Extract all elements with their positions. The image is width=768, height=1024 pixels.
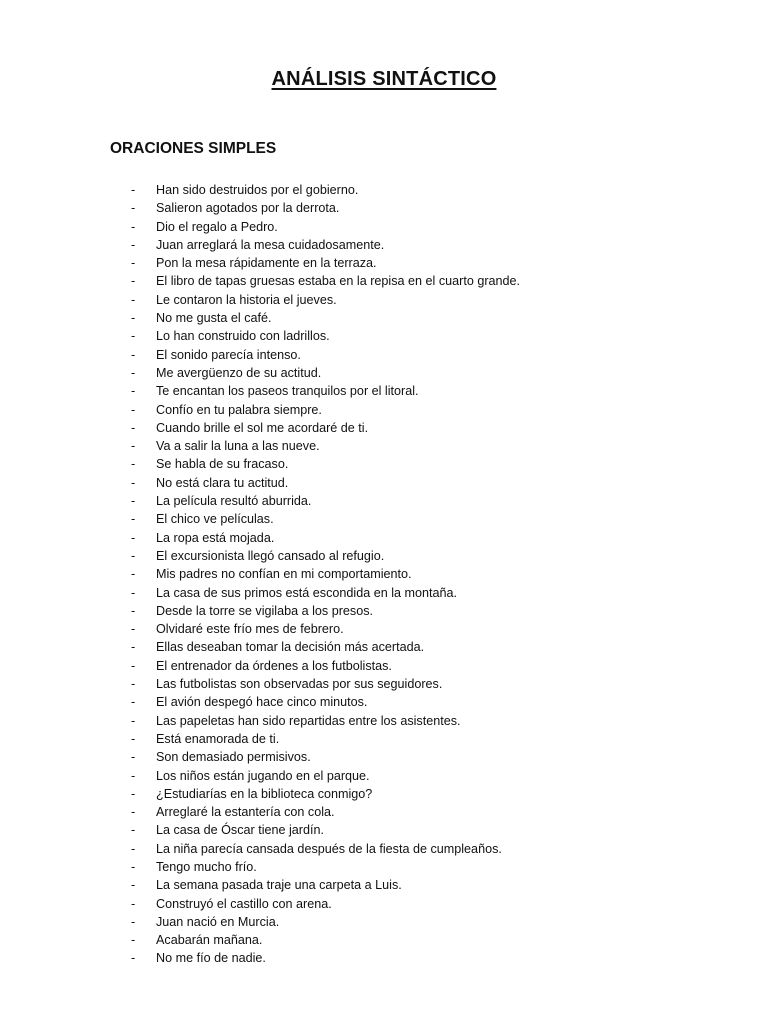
bullet-dash: - xyxy=(131,786,136,801)
bullet-dash: - xyxy=(131,603,136,618)
list-item xyxy=(131,382,731,400)
sentence-text: Olvidaré este frío mes de febrero. xyxy=(156,622,344,637)
list-item xyxy=(131,876,731,894)
sentence-text: Tengo mucho frío. xyxy=(156,859,257,874)
bullet-dash: - xyxy=(131,347,136,362)
sentence-text: Confío en tu palabra siempre. xyxy=(156,402,322,417)
bullet-dash: - xyxy=(131,292,136,307)
bullet-dash: - xyxy=(131,548,136,563)
sentence-text: Lo han construido con ladrillos. xyxy=(156,329,330,344)
sentence-text: Te encantan los paseos tranquilos por el litoral. xyxy=(156,384,419,399)
list-item xyxy=(131,858,731,876)
sentence-text: Juan nació en Murcia. xyxy=(156,914,280,929)
bullet-dash: - xyxy=(131,823,136,838)
bullet-dash: - xyxy=(131,365,136,380)
sentence-text: Son demasiado permisivos. xyxy=(156,750,311,765)
bullet-dash: - xyxy=(131,841,136,856)
bullet-dash: - xyxy=(131,201,136,216)
sentence-text: No me fío de nadie. xyxy=(156,951,266,966)
list-item xyxy=(131,913,731,931)
list-item xyxy=(131,730,731,748)
sentence-text: Está enamorada de ti. xyxy=(156,731,280,746)
bullet-dash: - xyxy=(131,951,136,966)
sentence-text: Se habla de su fracaso. xyxy=(156,457,289,472)
sentence-text: La casa de Óscar tiene jardín. xyxy=(156,823,325,838)
list-item xyxy=(131,199,731,217)
bullet-dash: - xyxy=(131,859,136,874)
bullet-dash: - xyxy=(131,878,136,893)
sentence-text: Dio el regalo a Pedro. xyxy=(156,219,278,234)
list-item xyxy=(131,218,731,236)
bullet-dash: - xyxy=(131,896,136,911)
document-title: ANÁLISIS SINTÁCTICO xyxy=(271,68,497,90)
sentence-text: El chico ve películas. xyxy=(156,512,274,527)
sentence-text: Las papeletas han sido repartidas entre los asistentes. xyxy=(156,713,461,728)
list-item xyxy=(131,767,731,785)
bullet-dash: - xyxy=(131,695,136,710)
sentence-text: La ropa está mojada. xyxy=(156,530,275,545)
bullet-dash: - xyxy=(131,914,136,929)
bullet-dash: - xyxy=(131,567,136,582)
sentence-text: ¿Estudiarías en la biblioteca conmigo? xyxy=(156,786,373,801)
bullet-dash: - xyxy=(131,475,136,490)
sentence-text: Arreglaré la estantería con cola. xyxy=(156,805,335,820)
list-item xyxy=(131,254,731,272)
list-item xyxy=(131,620,731,638)
list-item xyxy=(131,364,731,382)
bullet-dash: - xyxy=(131,622,136,637)
list-item xyxy=(131,949,731,967)
list-item xyxy=(131,675,731,693)
list-item xyxy=(131,931,731,949)
sentence-text: Va a salir la luna a las nueve. xyxy=(156,439,320,454)
sentence-text: El libro de tapas gruesas estaba en la repisa en el cuarto grande. xyxy=(156,274,521,289)
sentence-text: La casa de sus primos está escondida en la montaña. xyxy=(156,585,458,600)
bullet-dash: - xyxy=(131,640,136,655)
bullet-dash: - xyxy=(131,512,136,527)
sentence-text: No me gusta el café. xyxy=(156,311,272,326)
bullet-dash: - xyxy=(131,237,136,252)
sentence-text: El excursionista llegó cansado al refugio. xyxy=(156,548,385,563)
list-item xyxy=(131,401,731,419)
list-item xyxy=(131,602,731,620)
list-item xyxy=(131,455,731,473)
bullet-dash: - xyxy=(131,805,136,820)
list-item xyxy=(131,510,731,528)
list-item xyxy=(131,529,731,547)
list-item xyxy=(131,748,731,766)
section-heading: ORACIONES SIMPLES xyxy=(110,140,277,157)
bullet-dash: - xyxy=(131,713,136,728)
sentence-text: La niña parecía cansada después de la fiesta de cumpleaños. xyxy=(156,841,502,856)
list-item xyxy=(131,291,731,309)
list-item xyxy=(131,492,731,510)
list-item xyxy=(131,346,731,364)
bullet-dash: - xyxy=(131,658,136,673)
bullet-dash: - xyxy=(131,494,136,509)
sentence-text: Juan arreglará la mesa cuidadosamente. xyxy=(156,237,385,252)
bullet-dash: - xyxy=(131,457,136,472)
sentence-text: No está clara tu actitud. xyxy=(156,475,289,490)
sentence-text: Me avergüenzo de su actitud. xyxy=(156,365,322,380)
list-item xyxy=(131,693,731,711)
bullet-dash: - xyxy=(131,274,136,289)
bullet-dash: - xyxy=(131,530,136,545)
bullet-dash: - xyxy=(131,420,136,435)
bullet-dash: - xyxy=(131,585,136,600)
list-item xyxy=(131,803,731,821)
bullet-dash: - xyxy=(131,311,136,326)
list-item xyxy=(131,821,731,839)
sentence-text: Ellas deseaban tomar la decisión más acertada. xyxy=(156,640,425,655)
sentence-text: La película resultó aburrida. xyxy=(156,494,312,509)
bullet-dash: - xyxy=(131,750,136,765)
list-item xyxy=(131,272,731,290)
list-item xyxy=(131,327,731,345)
sentence-text: Construyó el castillo con arena. xyxy=(156,896,332,911)
sentence-text: Le contaron la historia el jueves. xyxy=(156,292,337,307)
list-item xyxy=(131,895,731,913)
list-item xyxy=(131,474,731,492)
list-item xyxy=(131,785,731,803)
bullet-dash: - xyxy=(131,768,136,783)
sentence-text: Desde la torre se vigilaba a los presos. xyxy=(156,603,374,618)
bullet-dash: - xyxy=(131,384,136,399)
list-item xyxy=(131,437,731,455)
list-item xyxy=(131,236,731,254)
bullet-dash: - xyxy=(131,256,136,271)
sentence-text: Pon la mesa rápidamente en la terraza. xyxy=(156,256,377,271)
sentence-text: Las futbolistas son observadas por sus seguidores. xyxy=(156,677,443,692)
sentence-text: El avión despegó hace cinco minutos. xyxy=(156,695,368,710)
list-item xyxy=(131,657,731,675)
list-item xyxy=(131,584,731,602)
sentence-text: Cuando brille el sol me acordaré de ti. xyxy=(156,420,369,435)
bullet-dash: - xyxy=(131,329,136,344)
list-item xyxy=(131,565,731,583)
bullet-dash: - xyxy=(131,677,136,692)
list-item xyxy=(131,638,731,656)
sentence-text: Acabarán mañana. xyxy=(156,933,263,948)
bullet-dash: - xyxy=(131,183,136,197)
bullet-dash: - xyxy=(131,933,136,948)
sentence-text: Mis padres no confían en mi comportamiento. xyxy=(156,567,412,582)
sentence-text: Salieron agotados por la derrota. xyxy=(156,201,340,216)
bullet-dash: - xyxy=(131,731,136,746)
list-item xyxy=(131,547,731,565)
list-item xyxy=(131,712,731,730)
sentence-text: El sonido parecía intenso. xyxy=(156,347,301,362)
list-item xyxy=(131,419,731,437)
bullet-dash: - xyxy=(131,439,136,454)
sentence-text: Han sido destruidos por el gobierno. xyxy=(156,183,359,197)
sentence-text: La semana pasada traje una carpeta a Luis. xyxy=(156,878,402,893)
sentence-list xyxy=(131,181,731,968)
bullet-dash: - xyxy=(131,402,136,417)
sentence-text: Los niños están jugando en el parque. xyxy=(156,768,370,783)
list-item xyxy=(131,309,731,327)
list-item xyxy=(131,840,731,858)
bullet-dash: - xyxy=(131,219,136,234)
sentence-text: El entrenador da órdenes a los futbolistas. xyxy=(156,658,392,673)
list-item xyxy=(131,181,731,199)
